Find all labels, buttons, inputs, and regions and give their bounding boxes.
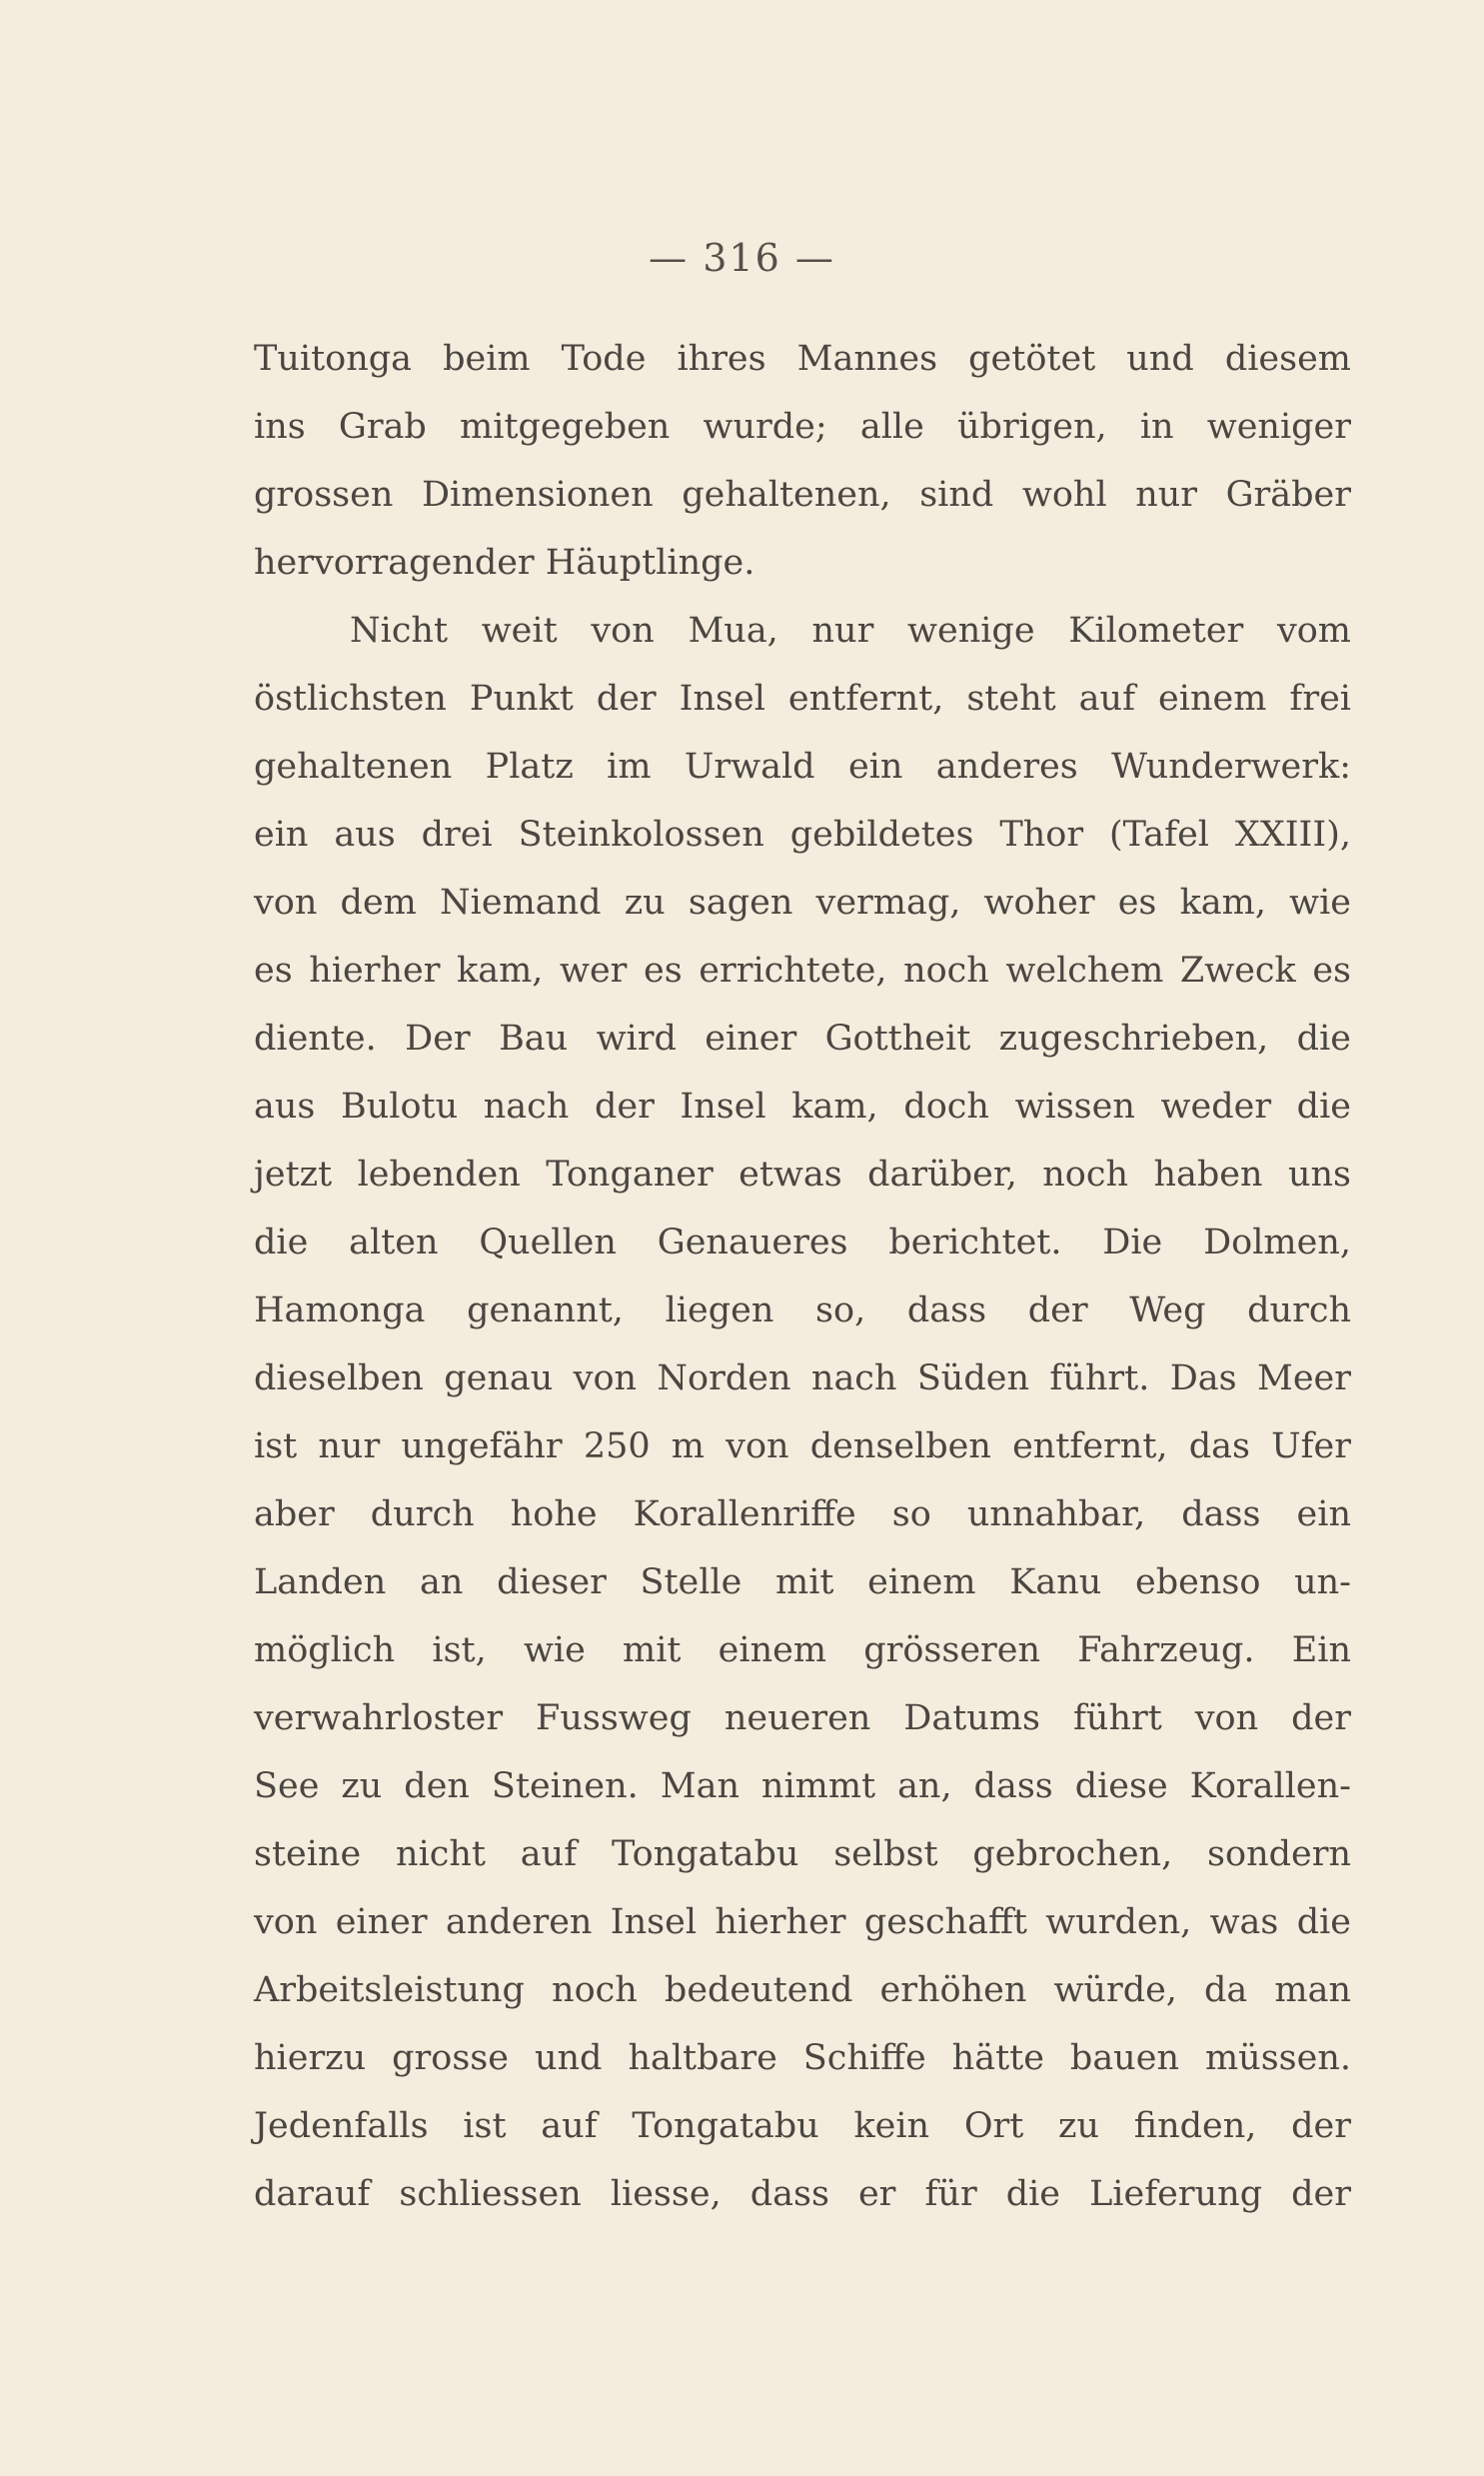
text-line: ein aus drei Steinkolossen gebildetes Thor (Tafel XXIII), [254,815,1351,855]
text-line: ins Grab mitgegeben wurde; alle übrigen, in weniger [254,407,1351,447]
text-line: von einer anderen Insel hierher geschafft wurden, was die [254,1902,1351,1942]
text-line: Jedenfalls ist auf Tongatabu kein Ort zu finden, der [254,2106,1351,2146]
text-line: aus Bulotu nach der Insel kam, doch wissen weder die [254,1087,1351,1127]
text-line: ist nur ungefähr 250 m von denselben entfernt, das Ufer [254,1426,1351,1466]
text-line: darauf schliessen liesse, dass er für die Lieferung der [254,2174,1351,2214]
text-line: See zu den Steinen. Man nimmt an, dass diese Korallen- [254,1766,1351,1806]
text-line: hierzu grosse und haltbare Schiffe hätte bauen müssen. [254,2038,1351,2078]
text-line: steine nicht auf Tongatabu selbst gebrochen, sondern [254,1834,1351,1874]
text-line: dieselben genau von Norden nach Süden führt. Das Meer [254,1358,1351,1398]
text-line: östlichsten Punkt der Insel entfernt, steht auf einem frei [254,679,1351,719]
text-line: Arbeitsleistung noch bedeutend erhöhen würde, da man [254,1970,1351,2010]
body-text [254,325,1351,2228]
text-line: hervorragender Häuptlinge. [254,543,755,583]
text-line: aber durch hohe Korallenriffe so unnahbar, dass ein [254,1494,1351,1534]
text-line: die alten Quellen Genaueres berichtet. Die Dolmen, [254,1223,1351,1262]
text-line: verwahrloster Fussweg neueren Datums führt von der [254,1698,1351,1738]
text-line: Tuitonga beim Tode ihres Mannes getötet und diesem [254,339,1351,379]
text-line: es hierher kam, wer es errichtete, noch welchem Zweck es [254,951,1351,991]
text-line: gehaltenen Platz im Urwald ein anderes Wunderwerk: [254,747,1351,787]
text-line: diente. Der Bau wird einer Gottheit zugeschrieben, die [254,1019,1351,1059]
text-line: Landen an dieser Stelle mit einem Kanu ebenso un- [254,1562,1351,1602]
text-line: von dem Niemand zu sagen vermag, woher es kam, wie [254,883,1351,923]
paragraph-start-line: Nicht weit von Mua, nur wenige Kilometer vom [350,611,1351,651]
page-number: — 316 — [649,236,835,280]
text-line: möglich ist, wie mit einem grösseren Fahrzeug. Ein [254,1630,1351,1670]
text-line: grossen Dimensionen gehaltenen, sind wohl nur Gräber [254,475,1351,515]
text-line: Hamonga genannt, liegen so, dass der Weg durch [254,1290,1351,1330]
text-line: jetzt lebenden Tonganer etwas darüber, noch haben uns [254,1155,1351,1195]
